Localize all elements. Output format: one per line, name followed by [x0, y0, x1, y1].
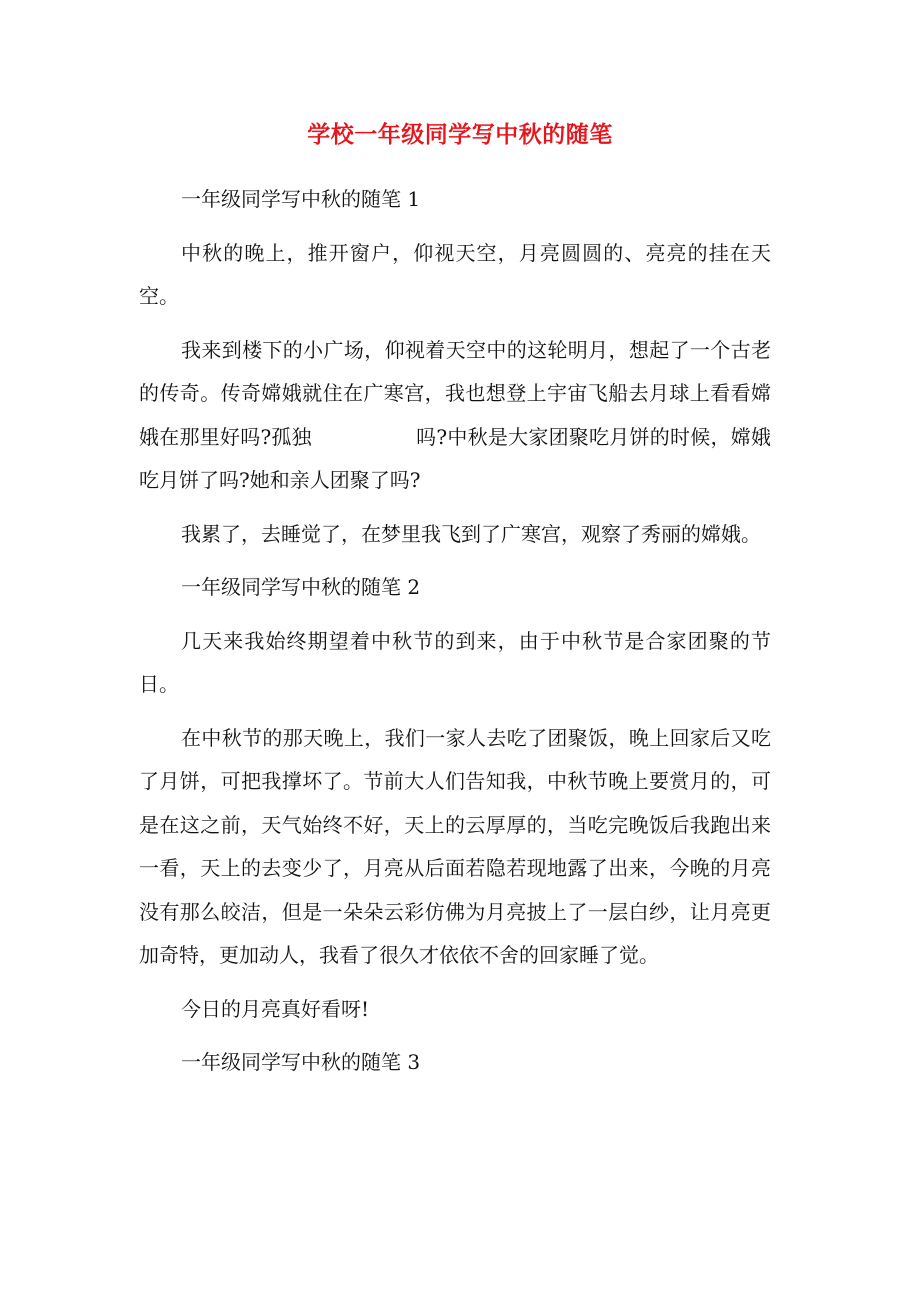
paragraph: 在中秋节的那天晚上，我们一家人去吃了团聚饭，晚上回家后又吃了月饼，可把我撑坏了。节前大人们告知我，中秋节晚上要赏月的，可是在这之前，天气始终不好，天上的云厚厚的，当吃完晚饭后我跑出来一看，天上的去变少了，月亮从后面若隐若现地露了出来，今晚的月亮没有那么皎洁，但是一朵朵云彩仿佛为月亮披上了一层白纱，让月亮更加奇特，更加动人，我看了很久才依依不舍的回家睡了觉。	[139, 725, 771, 967]
paragraph-text-after-gap: 吗?中秋是大家团聚吃月饼的时候，嫦娥吃月饼了吗?她和亲人团聚了吗?	[139, 424, 771, 492]
paragraph: 几天来我始终期望着中秋节的到来，由于中秋节是合家团聚的节日。	[139, 628, 771, 696]
section-heading-2: 一年级同学写中秋的随笔 2	[181, 575, 421, 599]
paragraph: 今日的月亮真好看呀!	[181, 996, 370, 1021]
document-title: 学校一年级同学写中秋的随笔	[307, 121, 613, 148]
document-body	[139, 178, 771, 1095]
paragraph-with-gap	[139, 329, 771, 503]
paragraph-text-before-gap: 我来到楼下的小广场，仰视着天空中的这轮明月，想起了一个古老的传奇。传奇嫦娥就住在广寒宫，我也想登上宇宙飞船去月球上看看嫦娥在那里好吗?孤独	[139, 337, 771, 449]
section-heading-3: 一年级同学写中秋的随笔 3	[181, 1050, 421, 1074]
section-heading-1: 一年级同学写中秋的随笔 1	[181, 187, 421, 211]
paragraph: 中秋的晚上，推开窗户，仰视天空，月亮圆圆的、亮亮的挂在天空。	[139, 240, 771, 308]
paragraph: 我累了，去睡觉了，在梦里我飞到了广寒宫，观察了秀丽的嫦娥。	[181, 521, 761, 546]
